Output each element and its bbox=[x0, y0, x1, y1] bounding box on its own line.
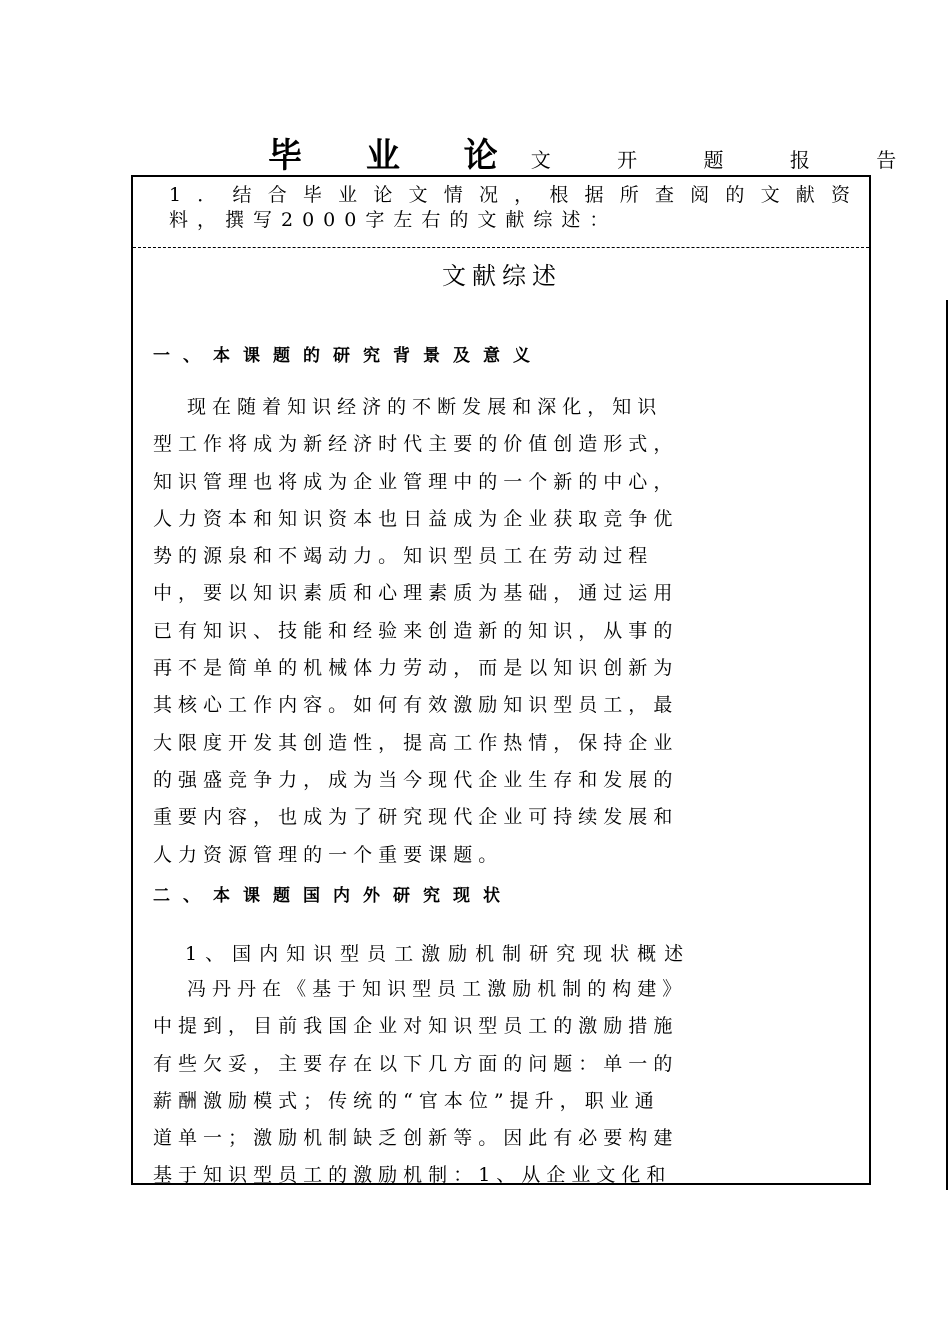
dashed-divider bbox=[133, 247, 869, 248]
paragraph-line: 道单一；激励机制缺乏创新等。因此有必要构建 bbox=[153, 1127, 679, 1150]
paragraph-line: 再不是简单的机械体力劳动，而是以知识创新为 bbox=[153, 657, 679, 680]
paragraph-line: 其核心工作内容。如何有效激励知识型员工，最 bbox=[153, 694, 679, 717]
page-title bbox=[268, 128, 926, 177]
title-bold: 毕 业 论 bbox=[268, 136, 524, 176]
paragraph-line: 薪酬激励模式；传统的“官本位”提升，职业通 bbox=[153, 1089, 660, 1112]
page-edge-rule bbox=[946, 300, 948, 1190]
prompt-line-1: 1．结合毕业论文情况，根据所查阅的文献资 bbox=[169, 184, 859, 206]
paragraph-line: 重要内容，也成为了研究现代企业可持续发展和 bbox=[153, 806, 679, 829]
paragraph-line: 中，要以知识素质和心理素质为基础，通过运用 bbox=[153, 582, 679, 605]
literature-review bbox=[153, 249, 851, 1187]
heading-research-status: 二、本课题国内外研究现状 bbox=[153, 886, 513, 906]
paragraph-line: 中提到，目前我国企业对知识型员工的激励措施 bbox=[153, 1015, 679, 1038]
paragraph-line: 的强盛竞争力，成为当今现代企业生存和发展的 bbox=[153, 768, 679, 791]
paragraph-line: 已有知识、技能和经验来创造新的知识，从事的 bbox=[153, 619, 679, 642]
paragraph-line: 基于知识型员工的激励机制：1、从企业文化和 bbox=[153, 1164, 672, 1187]
paragraph-line: 现在随着知识经济的不断发展和深化，知识 bbox=[187, 396, 663, 418]
prompt-text bbox=[169, 183, 859, 233]
subheading-domestic: 1、国内知识型员工激励机制研究现状概述 bbox=[185, 943, 692, 965]
prompt-line-2: 料，撰写2000字左右的文献综述： bbox=[169, 209, 618, 231]
paragraph-line: 人力资本和知识资本也日益成为企业获取竞争优 bbox=[153, 507, 679, 530]
paragraph-line: 冯丹丹在《基于知识型员工激励机制的构建》 bbox=[187, 978, 688, 1000]
heading-background: 一、本课题的研究背景及意义 bbox=[153, 346, 543, 366]
paragraph-line: 势的源泉和不竭动力。知识型员工在劳动过程 bbox=[153, 545, 654, 568]
paragraph-line: 知识管理也将成为企业管理中的一个新的中心， bbox=[153, 470, 679, 493]
paragraph-line: 有些欠妥，主要存在以下几方面的问题：单一的 bbox=[153, 1052, 679, 1075]
paragraph-line: 大限度开发其创造性，提高工作热情，保持企业 bbox=[153, 731, 679, 754]
report-frame bbox=[131, 175, 871, 1185]
paragraph-background bbox=[153, 389, 851, 874]
title-rest: 文 开 题 报 告 bbox=[530, 148, 927, 172]
paragraph-domestic bbox=[153, 971, 851, 1195]
section-title: 文献综述 bbox=[442, 262, 562, 290]
paragraph-line: 人力资源管理的一个重要课题。 bbox=[153, 843, 504, 866]
paragraph-line: 型工作将成为新经济时代主要的价值创造形式， bbox=[153, 433, 679, 456]
